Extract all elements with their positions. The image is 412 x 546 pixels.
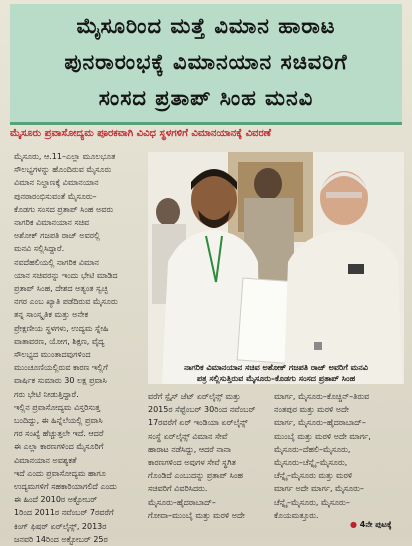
article-line: ಸಂಸ್ಥೆ ಏರ್‌ಲೈನ್ಸ್ ವಿಮಾನ ಸೇವೆ (148, 431, 228, 441)
article-right-column (274, 390, 402, 522)
article-line: ಕೊಯಮತ್ತೂರು. (274, 510, 319, 520)
article-line: ಪುನರಾರಂಭಿಸುವಂತೆ ಮೈಸೂರು– (14, 191, 97, 201)
photo-caption (150, 362, 402, 384)
photo-illustration (148, 152, 404, 384)
article-line: ಬಂದಿದ್ದು, ಈ ಹಿನ್ನೆಲೆಯಲ್ಲಿ ಪ್ರವಾಸಿ (14, 416, 103, 426)
article-line: ಇಲ್ಲಿನ ಪ್ರವಾಸೋದ್ಯಮ ವಿಸ್ತರಿಸುತ್ತ (14, 402, 101, 412)
article-line: ಜನವರಿ 14ರಿಂದ ಅಕ್ಟೋಬರ್ 25ರ (14, 534, 108, 544)
article-line: ಗರು ಭೇಟಿ ನೀಡುತ್ತಿದ್ದಾರೆ. (14, 389, 79, 399)
article-line: ಮೈಸೂರು–ದೆಹಲಿ–ಮೈಸೂರು, (274, 444, 351, 454)
article-line: ಮುಂಚೂಣಿಯಲ್ಲಿರುವ ಕಾರಣ ಇಲ್ಲಿಗೆ (14, 363, 108, 373)
article-line: ಮೈಸೂರು, ಆ.11–ಎಲ್ಲಾ ಮೂಲಭೂತ (14, 152, 116, 161)
article-line: ನಗರ ಎಂಬ ಖ್ಯಾತಿ ಪಡೆದಿರುವ ಮೈಸೂರು (14, 297, 118, 307)
article-line: 17ರವರೆಗೆ ಏರ್ ಇಂಡಿಯಾ ಏರ್‌ಲೈನ್ಸ್ (148, 418, 248, 428)
article-line: ವಾರ್ಷಿಕ ಸುಮಾರು 30 ಲಕ್ಷ ಪ್ರವಾಸಿ (14, 376, 107, 386)
article-line: ಮುಂಬೈ ಮತ್ತು ಮರಳಿ ಅದೇ ಮಾರ್ಗ, (274, 431, 371, 441)
article-line: ಮಾರ್ಗ ಅದೇ ಮಾರ್ಗ, ಮೈಸೂರು– (274, 484, 364, 494)
news-photo (148, 152, 404, 384)
article-line: ಗೋವಾ–ಮುಂಬೈ ಮತ್ತು ಮರಳಿ ಅದೇ (148, 510, 245, 520)
article-line: 1ರಿಂದ 2011ರ ನವೆಂಬರ್ 7ರವರೆಗೆ (14, 508, 114, 518)
article-left-column (14, 150, 144, 546)
article-line: ನಾಗರಿಕ ವಿಮಾನಯಾನ ಸಚಿವ (14, 218, 90, 228)
article-line: ಪ್ರೇಕ್ಷಣೀಯ ಸ್ಥಳಗಳು, ಉದ್ಯಮ ಸ್ನೇಹಿ (14, 323, 109, 333)
caption-line-1: ನಾಗರಿಕ ವಿಮಾನಯಾನ ಸಚಿವ ಅಶೋಕ್ ಗಜಪತಿ ರಾಜ್ ಅವರಿಗೆ ಮನವಿ (184, 363, 368, 372)
article-line: ಕೊಡಗು ಸಂಸದ ಪ್ರತಾಪ್ ಸಿಂಹ ಅವರು (14, 204, 114, 214)
article-line: ಮೈಸೂರು–ಹೈದರಾಬಾದ್– (148, 497, 216, 507)
headline-line-1: ಮೈಸೂರಿಂದ ಮತ್ತೆ ವಿಮಾನ ಹಾರಾಟ (76, 14, 336, 38)
article-line: ವಿಮಾನ ನಿಲ್ದಾಣಕ್ಕೆ ವಿಮಾನಯಾನ (14, 178, 99, 188)
bullet-icon: ● (350, 520, 357, 529)
caption-line-2: ಪತ್ರ ಸಲ್ಲಿಸುತ್ತಿರುವ ಮೈಸೂರು–ಕೊಡಗು ಸಂಸದ ಪ್ರತಾಪ್ ಸಿಂಹ (196, 374, 356, 383)
article-line: ಸಚಿವರಿಗೆ ವಿವರಿಸಿದರು. (148, 484, 208, 494)
article-line: ಗರ ಸಂಖ್ಯೆ ಹೆಚ್ಚುತ್ತಲೇ ಇದೆ. ಆದರೆ (14, 429, 104, 439)
article-line: ಚೆನ್ನೈ–ಮೈಸೂರು ಮತ್ತು ಮರಳಿ (274, 471, 353, 481)
article-line: ಇದೆ ಎಂದು ಪ್ರವಾಸೋದ್ಯಮ ಹಾಗೂ (14, 468, 106, 478)
article-line: ಮಾರ್ಗ, ಮೈಸೂರು–ಹೈದರಾಬಾದ್– (274, 418, 366, 428)
article-line: ಕಿಂಗ್ ಫಿಷರ್ ಏರ್‌ಲೈನ್ಸ್, 2013ರ (14, 521, 107, 531)
article-line: ಚೆನ್ನೈ–ಮೈಸೂರು, ಮೈಸೂರು– (274, 497, 350, 507)
article-line: ನವದೆಹಲಿಯಲ್ಲಿ ನಾಗರಿಕ ವಿಮಾನ (14, 257, 99, 267)
article-line: ವಾತಾವರಣ, ಯೋಗ, ಶಿಕ್ಷಣ, ವೈದ್ಯ (14, 336, 105, 346)
article-line: ತನ್ನ ಸಾಂಸ್ಕೃತಿಕ ಮತ್ತು ಅನೇಕ (14, 310, 89, 320)
article-line: ಮೈಸೂರು–ಚೆನ್ನೈ–ಮೈಸೂರು, (274, 458, 348, 468)
article-line: ಸೌಲಭ್ಯಗಳನ್ನು ಹೊಂದಿರುವ ಮೈಸೂರು (14, 165, 112, 175)
article-line: ಗೊಂಡಿದೆ ಎಂಬುದನ್ನು ಪ್ರತಾಪ್ ಸಿಂಹ (148, 471, 243, 481)
subheadline: ಮೈಸೂರು ಪ್ರವಾಸೋದ್ಯಮ ಪೂರಕವಾಗಿ ವಿವಿಧ ಸ್ಥಳಗಳಿಗೆ ವಿಮಾನಯಾನಕ್ಕೆ ವಿವರಣೆ (10, 128, 272, 139)
article-line: ಅಶೋಕ್ ಗಜಪತಿ ರಾಜ್ ಅವರಲ್ಲಿ (14, 231, 100, 241)
headline-line-3: ಸಂಸದ ಪ್ರತಾಪ್ ಸಿಂಹ ಮನವಿ (98, 86, 314, 110)
headline-line-2: ಪುನರಾರಂಭಕ್ಕೆ ವಿಮಾನಯಾನ ಸಚಿವರಿಗೆ (64, 50, 348, 74)
article-line: ಈ ಹಿಂದೆ 2010ರ ಅಕ್ಟೋಬರ್ (14, 495, 98, 505)
article-line: ಮಾರ್ಗ, ಮೈಸೂರು–ಕೊಚ್ಚಿನ್–ತಿರುವ (274, 392, 370, 401)
article-line: ಹಾರಾಟ ನಡೆಸಿದ್ದು, ಆದರೆ ನಾನಾ (148, 444, 231, 454)
article-line: ಕಾರಣಗಳಿಂದ ಅವುಗಳ ಸೇವೆ ಸ್ಥಗಿತ (148, 458, 236, 468)
article-line: ಉದ್ಯಮಗಳಿಗೆ ಸಹಕಾರಿಯಾಗಲಿದೆ ಎಂದು (14, 482, 117, 492)
article-line: ಪ್ರತಾಪ್ ಸಿಂಹ, ದೇಶದ ಅತ್ಯಂತ ಸ್ವಚ್ಛ (14, 284, 108, 294)
article-line: ಮನವಿ ಸಲ್ಲಿಸಿದ್ದಾರೆ. (14, 244, 65, 254)
continued-on-page (350, 520, 392, 530)
continued-label: 4ನೇ ಪುಟಕ್ಕೆ (359, 520, 392, 529)
article-line: ಸೌಲಭ್ಯದ ಮುಂತಾದವುಗಳಿಂದ (14, 350, 91, 360)
headline-box (10, 4, 402, 125)
article-line: ವರೆಗೆ ಸ್ಪೈಸ್ ಜೆಟ್ ಏರ್‌ಲೈನ್ಸ್ ಮತ್ತು (148, 392, 241, 401)
article-line: ಈ ಎಲ್ಲಾ ಕಾರಣಗಳಿಂದ ಮೈಸೂರಿಗೆ (14, 442, 104, 452)
article-line: 2015ರ ಸೆಪ್ಟೆಂಬರ್ 30ರಿಂದ ನವೆಂಬರ್ (148, 405, 256, 415)
article-line: ನಂತಪುರ ಮತ್ತು ಮರಳಿ ಅದೇ (274, 405, 349, 415)
article-line: ಯಾನ ಸಚಿವರನ್ನು ಇಂದು ಭೇಟಿ ಮಾಡಿದ (14, 270, 118, 280)
article-line: ವಿಮಾನಯಾನ ಅವಶ್ಯಕತೆ (14, 455, 77, 465)
article-middle-column (148, 390, 268, 522)
